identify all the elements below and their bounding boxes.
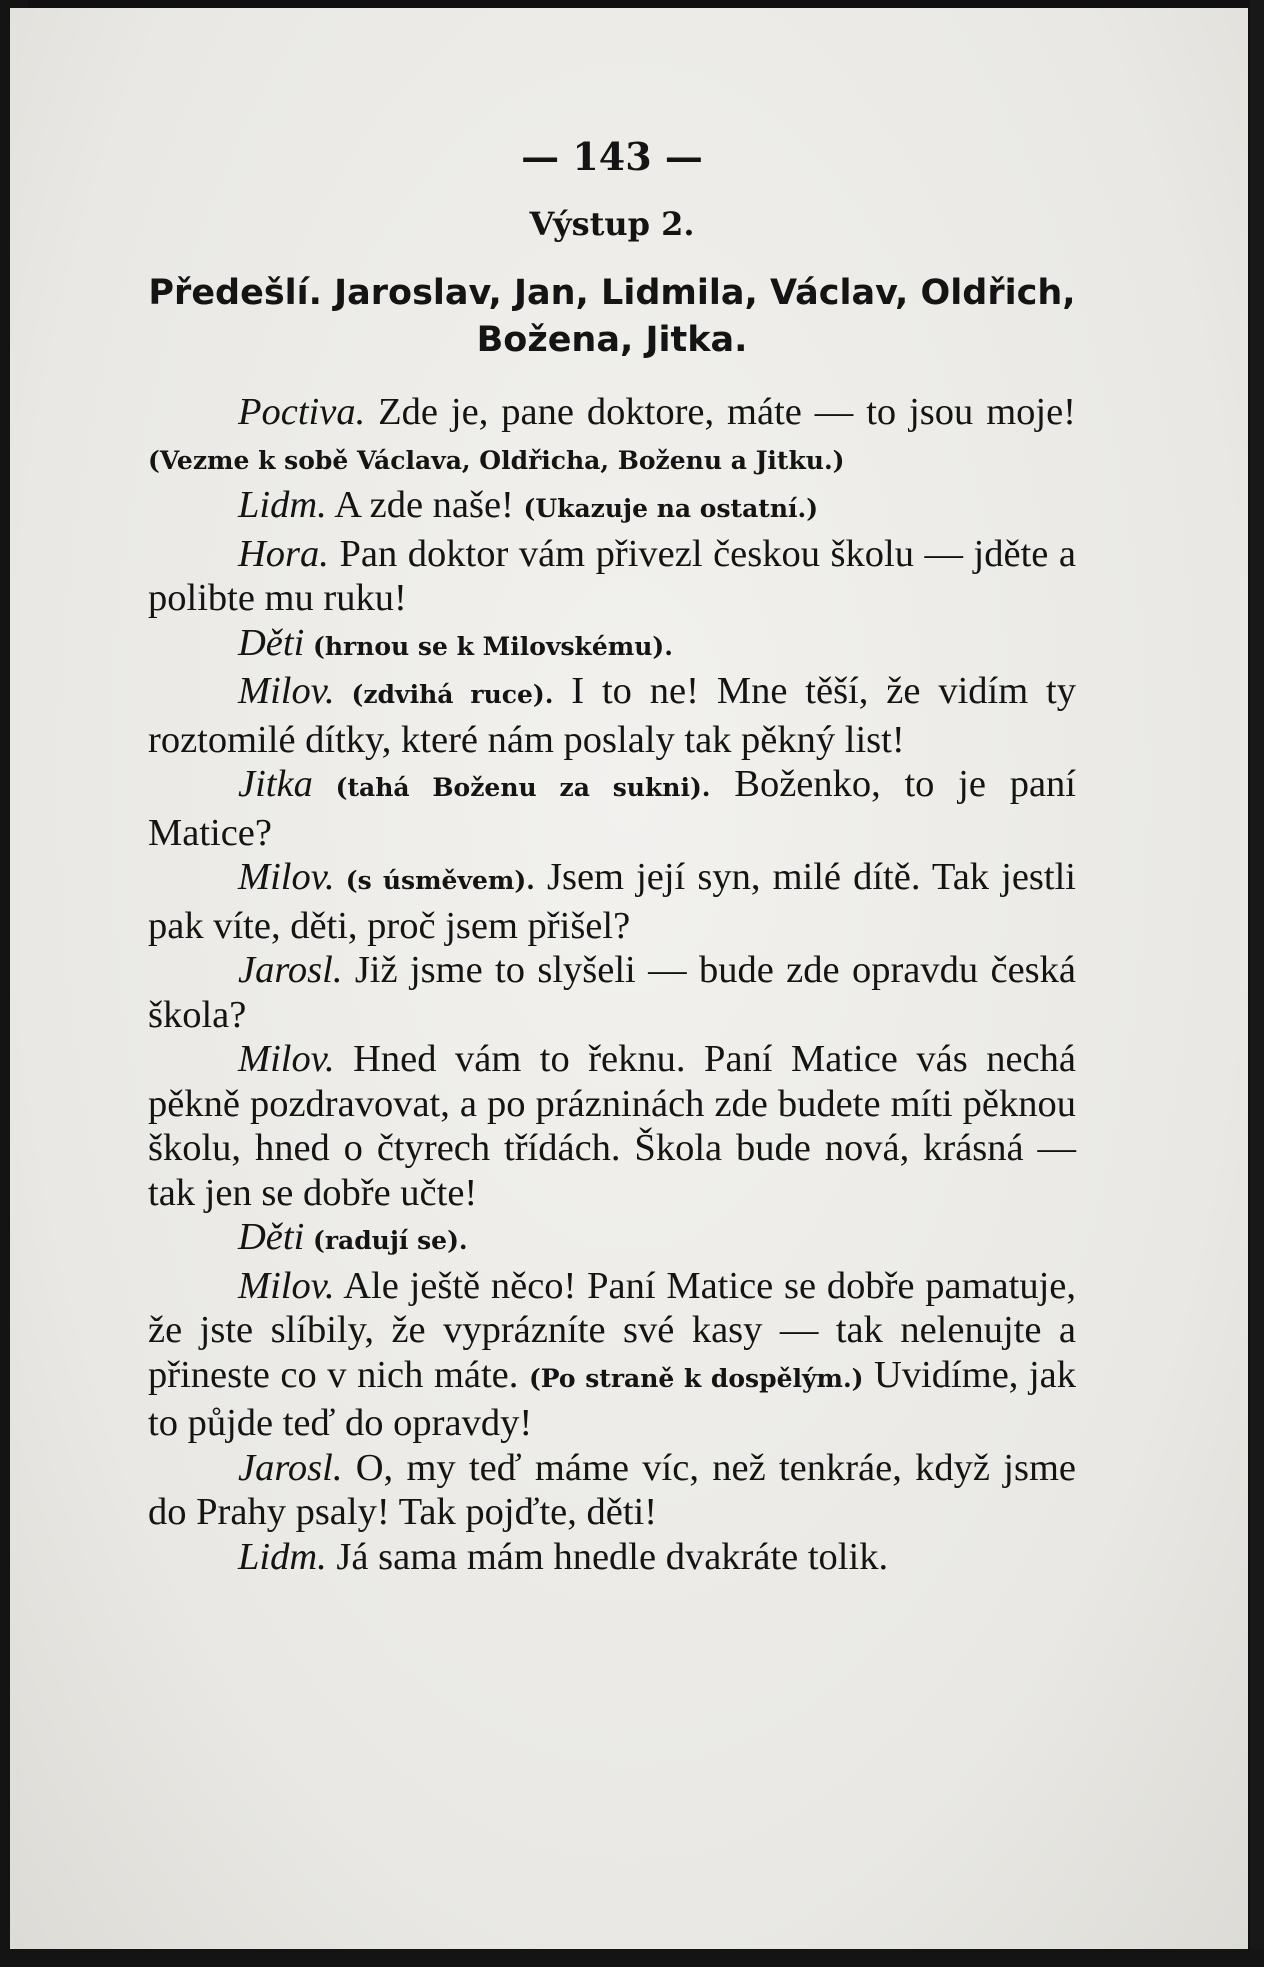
- spoken-text: O, my teď máme víc, než tenkráe, když jsme do Prahy psaly! Tak pojďte, děti!: [148, 1446, 1076, 1533]
- speaker-name: Milov.: [238, 856, 335, 898]
- spoken-text: Jsem její syn, milé dítě. Tak jestli pak víte, děti, proč jsem přišel?: [148, 856, 1076, 947]
- stage-direction: (zdvihá ruce).: [334, 680, 554, 709]
- spoken-text: Již jsme to slyšeli — bude zde opravdu česká škola?: [148, 949, 1076, 1036]
- spoken-text: I to ne! Mne těší, že vidím ty roztomilé dítky, které nám poslaly tak pěkný list!: [148, 670, 1076, 761]
- stage-direction: (radují se).: [304, 1226, 468, 1255]
- dialogue-line: [148, 1535, 1076, 1580]
- dialogue-line: [148, 390, 1076, 483]
- scan-bottom-border: [0, 1949, 1264, 1967]
- stage-direction: (tahá Boženu za sukni).: [312, 773, 711, 802]
- speaker-name: Milov.: [238, 1264, 335, 1307]
- speaker-name: Poctiva.: [238, 391, 366, 433]
- speaker-name: Lidm.: [238, 484, 327, 526]
- dialogue-line: [148, 1446, 1076, 1535]
- spoken-text: Boženko, to je paní Matice?: [148, 763, 1076, 854]
- scan-right-border: [1250, 0, 1264, 1967]
- speaker-name: Děti: [238, 621, 305, 664]
- speaker-name: Děti: [238, 1216, 305, 1258]
- dialogue-line: [148, 483, 1076, 532]
- dialogue-line: [148, 855, 1076, 948]
- spoken-text: Hned vám to řeknu. Paní Matice vás nechá pěkně pozdravovat, a po prázninách zde budete míti pěknou školu, hned o čtyrech třídách. Škola bude nová, krásná — tak jen se dobře učte!: [148, 1038, 1076, 1214]
- speaker-name: Jarosl.: [238, 1446, 343, 1489]
- stage-direction: (Vezme k sobě Václava, Oldřicha, Boženu a Jitku.): [148, 445, 845, 475]
- speaker-name: Jarosl.: [238, 949, 343, 991]
- speaker-name: Milov.: [238, 670, 335, 712]
- stage-direction: (s úsměvem).: [334, 866, 535, 895]
- dialogue-line: [148, 762, 1076, 855]
- dialogue-line: [148, 948, 1076, 1037]
- dialogue-line: [148, 1264, 1076, 1446]
- stage-direction: (Po straně k dospělým.): [528, 1363, 864, 1393]
- character-list: Předešlí. Jaroslav, Jan, Lidmila, Václav, Oldřich, Božena, Jitka.: [148, 273, 1076, 360]
- speaker-name: Milov.: [238, 1038, 335, 1080]
- dialogue-line: [148, 621, 1076, 670]
- dialogue-line: [148, 1037, 1076, 1215]
- speaker-name: Lidm.: [238, 1535, 327, 1578]
- stage-direction: (Ukazuje na ostatní.): [523, 494, 819, 523]
- scene-title: Výstup 2.: [529, 205, 695, 243]
- spoken-text: Uvidíme, jak to půjde teď do opravdy!: [148, 1353, 1076, 1444]
- spoken-text: Já sama mám hnedle dvakráte tolik.: [326, 1535, 889, 1578]
- dialogue: [148, 390, 1076, 1579]
- spoken-text: Zde je, pane doktore, máte — to jsou moje!: [365, 391, 1076, 433]
- page-content: [148, 126, 1076, 1579]
- stage-direction: (hrnou se k Milovskému).: [304, 631, 673, 661]
- speaker-name: Jitka: [238, 763, 313, 805]
- dialogue-line: [148, 532, 1076, 621]
- spoken-text: Ale ještě něco! Paní Matice se dobře pamatuje, že jste slíbily, že vyprázníte své kasy — tak nelenujte a přineste co v nich máte.: [148, 1264, 1076, 1396]
- dialogue-line: [148, 669, 1076, 762]
- dialogue-line: [148, 1215, 1076, 1264]
- book-page: [10, 8, 1248, 1953]
- page-number: — 143 —: [521, 134, 703, 179]
- speaker-name: Hora.: [238, 532, 329, 575]
- spoken-text: Pan doktor vám přivezl českou školu — jděte a polibte mu ruku!: [148, 532, 1076, 619]
- spoken-text: A zde naše!: [326, 484, 524, 526]
